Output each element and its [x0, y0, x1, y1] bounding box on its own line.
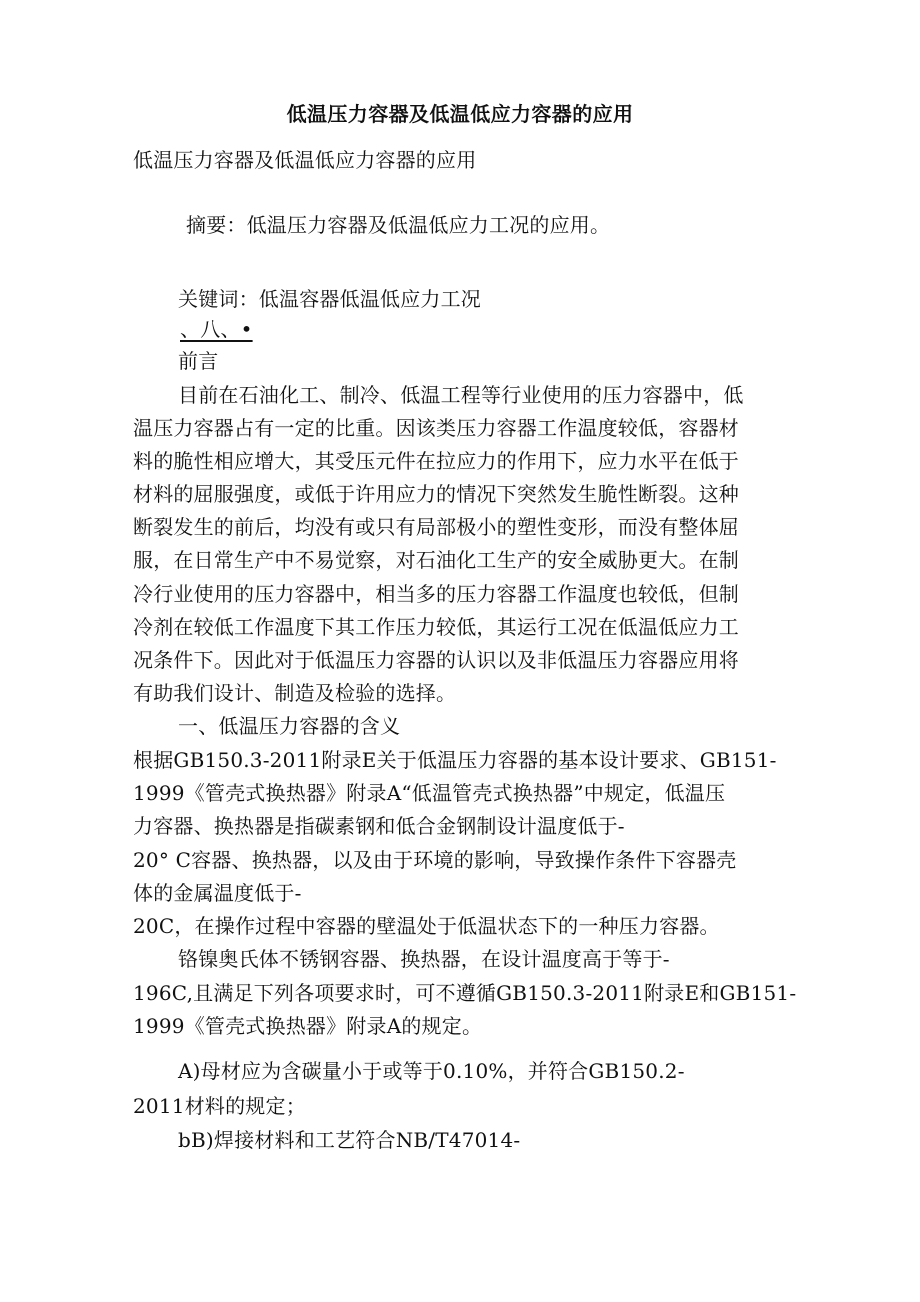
preface-line: 料的脆性相应增大，其受压元件在拉应力的作用下，应力水平在低于	[133, 449, 739, 473]
document-subtitle: 低温压力容器及低温低应力容器的应用	[133, 148, 477, 172]
preface-line: 目前在石油化工、制冷、低温工程等行业使用的压力容器中，低	[178, 383, 744, 407]
preface-line: 温压力容器占有一定的比重。因该类压力容器工作温度较低，容器材	[133, 416, 739, 440]
keywords-line: 关键词：低温容器低温低应力工况	[178, 287, 481, 311]
document-title: 低温压力容器及低温低应力容器的应用	[286, 102, 634, 126]
keyword-fragment: 、八、•	[180, 317, 253, 341]
section-line: 力容器、换热器是指碳素钢和低合金钢制设计温度低于-	[133, 814, 625, 838]
preface-line: 况条件下。因此对于低温压力容器的认识以及非低温压力容器应用将	[133, 648, 739, 672]
section-line: 根据GB150.3-2011附录E关于低温压力容器的基本设计要求、GB151-	[133, 748, 777, 772]
preface-line: 冷行业使用的压力容器中，相当多的压力容器工作温度也较低，但制	[133, 582, 739, 606]
list-item-a: A)母材应为含碳量小于或等于0.10%，并符合GB150.2-	[178, 1059, 685, 1083]
section-line: 1999《管壳式换热器》附录A“低温管壳式换热器”中规定，低温压	[133, 781, 726, 805]
preface-line: 材料的屈服强度，或低于许用应力的情况下突然发生脆性断裂。这种	[133, 482, 739, 506]
preface-heading: 前言	[178, 349, 219, 373]
section-heading: 一、低温压力容器的含义	[178, 714, 401, 738]
preface-line: 服，在日常生产中不易觉察，对石油化工生产的安全威胁更大。在制	[133, 548, 739, 572]
preface-line: 冷剂在较低工作温度下其工作压力较低，其运行工况在低温低应力工	[133, 615, 739, 639]
abstract-line: 摘要：低温压力容器及低温低应力工况的应用。	[186, 213, 611, 237]
preface-line: 断裂发生的前后，均没有或只有局部极小的塑性变形，而没有整体屈	[133, 515, 739, 539]
paragraph-line: 铬镍奥氏体不锈钢容器、换热器，在设计温度高于等于-	[178, 947, 670, 971]
paragraph-line: 1999《管壳式换热器》附录A的规定。	[133, 1014, 483, 1038]
section-line: 20C，在操作过程中容器的壁温处于低温状态下的一种压力容器。	[133, 914, 720, 938]
section-line: 20° C容器、换热器，以及由于环境的影响，导致操作条件下容器壳	[133, 848, 737, 872]
paragraph-line: 196C,且满足下列各项要求时，可不遵循GB150.3-2011附录E和GB151-	[133, 981, 797, 1005]
list-item-b: bB)焊接材料和工艺符合NB/T47014-	[178, 1128, 521, 1152]
preface-line: 有助我们设计、制造及检验的选择。	[133, 681, 457, 705]
list-item-a-continued: 2011材料的规定；	[133, 1094, 306, 1118]
section-line: 体的金属温度低于-	[133, 881, 302, 905]
